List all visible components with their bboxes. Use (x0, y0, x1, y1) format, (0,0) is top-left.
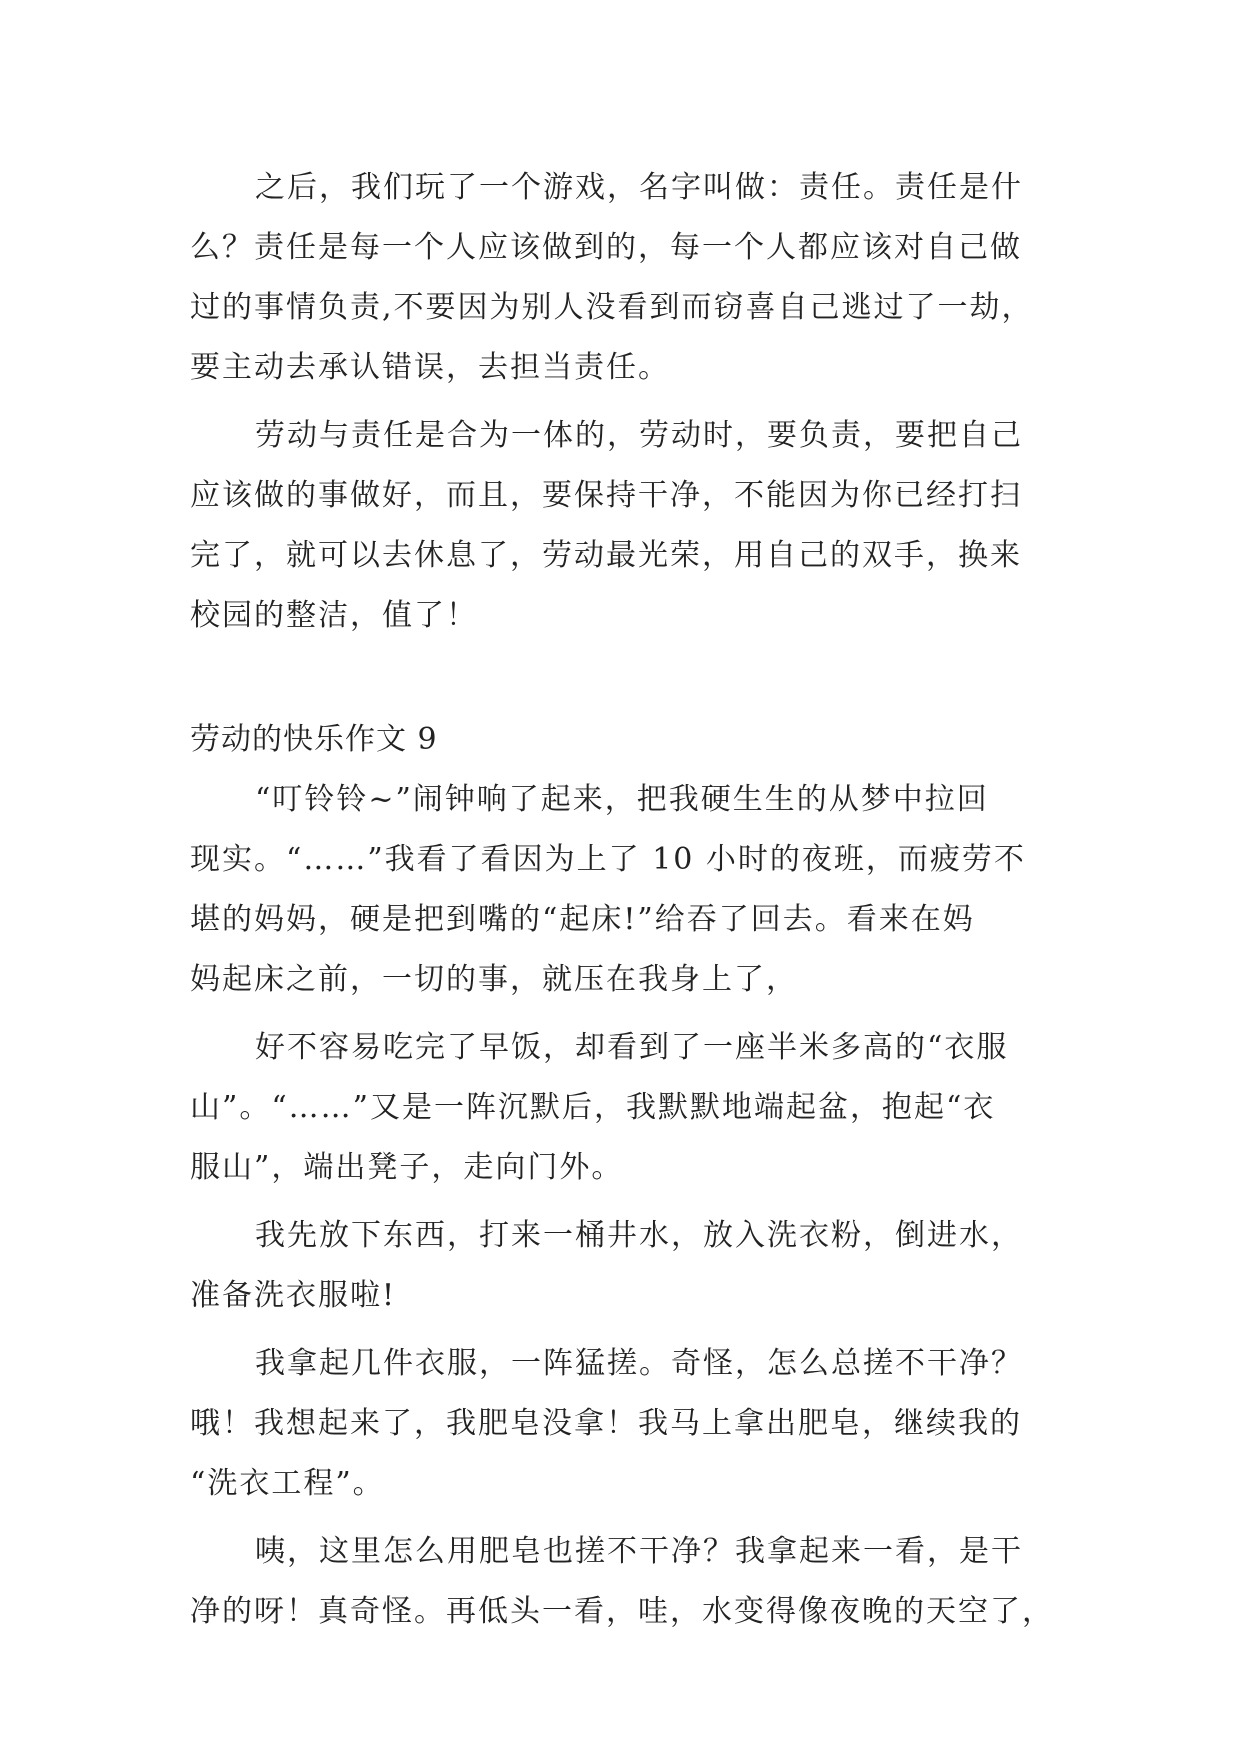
paragraph-line: 要主动去承认错误，去担当责任。 (190, 350, 670, 385)
document-body (190, 158, 1090, 1650)
paragraph (190, 158, 1090, 398)
paragraph-line: 妈起床之前，一切的事，就压在我身上了， (190, 962, 798, 997)
paragraph-line: 咦，这里怎么用肥皂也搓不干净？我拿起来一看，是干 (255, 1534, 1023, 1569)
paragraph (190, 1334, 1090, 1514)
paragraph-line: 现实。“……”我看了看因为上了 10 小时的夜班，而疲劳不 (190, 842, 1026, 877)
paragraph-line: 应该做的事做好，而且，要保持干净，不能因为你已经打扫 (190, 478, 1022, 513)
paragraph (190, 406, 1090, 646)
paragraph-line: “洗衣工程”。 (190, 1466, 385, 1501)
section-title: 劳动的快乐作文 9 (190, 722, 438, 757)
paragraph-line: 我拿起几件衣服，一阵猛搓。奇怪，怎么总搓不干净？ (255, 1346, 1023, 1381)
paragraph-line: 我先放下东西，打来一桶井水，放入洗衣粉，倒进水， (255, 1218, 1023, 1253)
paragraph-line: 哦！我想起来了，我肥皂没拿！我马上拿出肥皂，继续我的 (190, 1406, 1022, 1441)
paragraph-line: 完了，就可以去休息了，劳动最光荣，用自己的双手，换来 (190, 538, 1022, 573)
paragraph (190, 1522, 1090, 1642)
paragraph (190, 1018, 1090, 1198)
paragraph-line: 好不容易吃完了早饭，却看到了一座半米多高的“衣服 (255, 1030, 1009, 1065)
paragraph-line: 劳动与责任是合为一体的，劳动时，要负责，要把自己 (255, 418, 1023, 453)
paragraph-line: 净的呀！真奇怪。再低头一看，哇，水变得像夜晚的天空了， (190, 1594, 1054, 1629)
paragraph-line: 准备洗衣服啦! (190, 1278, 397, 1313)
paragraph-line: 么？责任是每一个人应该做到的，每一个人都应该对自己做 (190, 230, 1022, 265)
paragraph-line: 山”。“……”又是一阵沉默后，我默默地端起盆，抱起“衣 (190, 1090, 996, 1125)
paragraph-line: 之后，我们玩了一个游戏，名字叫做：责任。责任是什 (255, 170, 1023, 205)
paragraph-line: 过的事情负责,不要因为别人没看到而窃喜自己逃过了一劫， (190, 290, 1034, 325)
paragraph (190, 770, 1090, 1010)
paragraph-line: 堪的妈妈，硬是把到嘴的“起床!”给吞了回去。看来在妈 (190, 902, 975, 937)
paragraph-line: “叮铃铃~”闹钟响了起来，把我硬生生的从梦中拉回 (255, 782, 989, 817)
paragraph-line: 校园的整洁，值了！ (190, 598, 478, 633)
paragraph (190, 1206, 1090, 1326)
paragraph-line: 服山”，端出凳子，走向门外。 (190, 1150, 624, 1185)
